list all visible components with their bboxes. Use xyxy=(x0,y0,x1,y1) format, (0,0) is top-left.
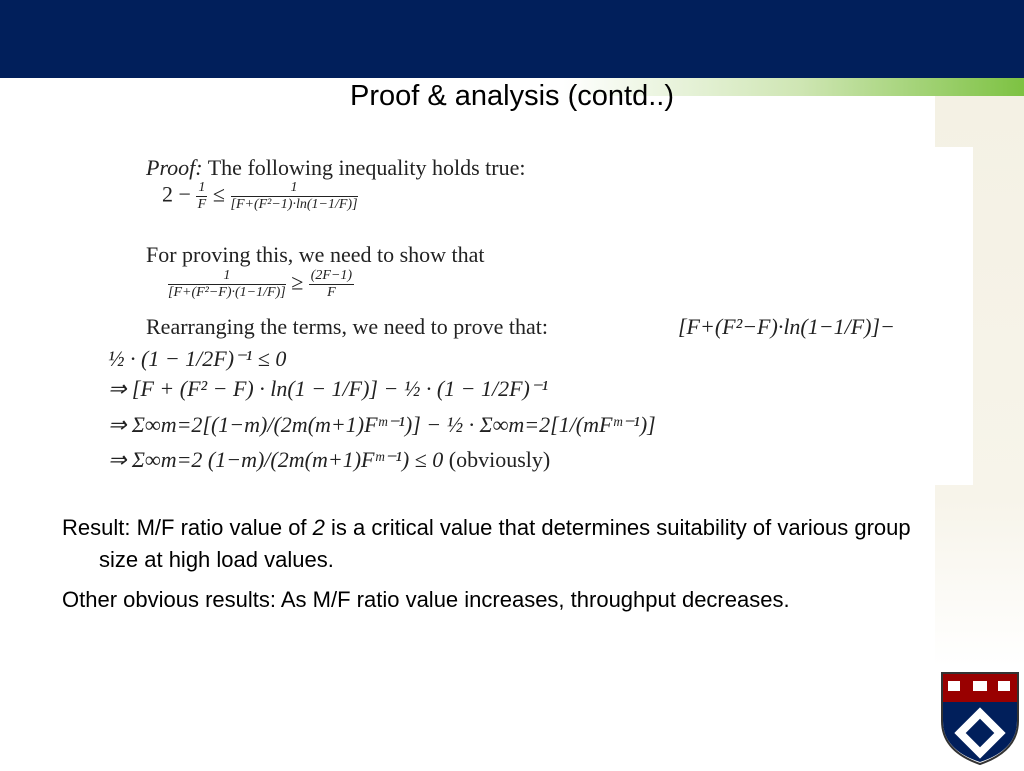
proof-content xyxy=(100,147,973,485)
bullet-list xyxy=(62,512,942,624)
inequality-2 xyxy=(168,269,354,300)
ineq1-rhs xyxy=(231,181,358,212)
bullet-result-post: is a critical value that determines suitability of various group size at high load values. xyxy=(99,515,911,572)
proof-line-7-note: (obviously) xyxy=(448,447,551,472)
proof-line-6: ⇒ Σ∞m=2[(1−m)/(2m(m+1)Fᵐ⁻¹)] − ½ · Σ∞m=2[1/(mFᵐ⁻¹)] xyxy=(108,412,656,437)
bullet-other: Other obvious results: As M/F ratio value increases, throughput decreases. xyxy=(62,587,790,612)
header-bar xyxy=(0,0,1024,78)
proof-line-7-expr: ⇒ Σ∞m=2 (1−m)/(2m(m+1)Fᵐ⁻¹) ≤ 0 xyxy=(108,447,444,472)
proof-label: Proof: xyxy=(146,155,203,180)
proof-line-1 xyxy=(146,155,525,181)
proof-intro-text: The following inequality holds true: xyxy=(207,155,526,180)
ineq1-rhs-den: [F+(F²−1)·ln(1−1/F)] xyxy=(230,197,358,212)
bullet-result-pre: Result: M/F ratio value of xyxy=(62,515,313,540)
bullet-result-value: 2 xyxy=(312,515,325,540)
ineq1-frac-num: 1 xyxy=(198,180,206,195)
ineq2-lhs-num: 1 xyxy=(168,269,286,285)
shield-icon xyxy=(940,671,1020,766)
proof-line-3-expr: [F+(F²−F)·ln(1−1/F)]− xyxy=(678,314,895,339)
ineq2-op: ≥ xyxy=(291,269,304,295)
proof-line-2: For proving this, we need to show that xyxy=(146,242,485,267)
proof-image xyxy=(100,147,973,485)
ineq1-rhs-num: 1 xyxy=(231,181,358,197)
proof-line-5: ⇒ [F + (F² − F) · ln(1 − 1/F)] − ½ · (1 − 1/2F)⁻¹ xyxy=(108,376,549,401)
ineq2-rhs-num: (2F−1) xyxy=(310,268,353,283)
bullet-result xyxy=(62,512,942,576)
ineq1-lhs: 2 − xyxy=(162,181,197,207)
ineq1-frac-den: F xyxy=(197,197,207,212)
ineq1-op: ≤ xyxy=(212,181,225,207)
ineq2-lhs-den: [F+(F²−F)·(1−1/F)] xyxy=(168,285,286,300)
ineq2-lhs xyxy=(168,269,286,300)
proof-line-3: Rearranging the terms, we need to prove that: xyxy=(146,314,548,339)
inequality-1 xyxy=(162,181,358,212)
ineq2-rhs-den: F xyxy=(327,285,336,300)
university-shield-logo xyxy=(940,671,1020,766)
proof-line-7 xyxy=(108,447,550,473)
proof-line-4: ½ · (1 − 1/2F)⁻¹ ≤ 0 xyxy=(108,346,287,371)
ineq2-rhs xyxy=(309,269,354,300)
slide-title: Proof & analysis (contd..) xyxy=(350,80,674,112)
ineq1-frac xyxy=(196,181,207,212)
